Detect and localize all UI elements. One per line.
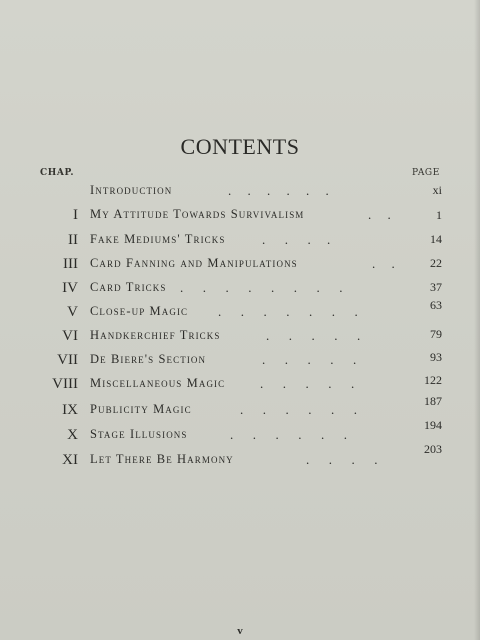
dot-leader: . . . . . . . bbox=[218, 304, 358, 319]
page-number: 194 bbox=[424, 418, 442, 432]
dot-leader: . . . . bbox=[262, 232, 331, 247]
dot-leader: . . . . . . bbox=[240, 402, 357, 417]
page-folio: v bbox=[237, 625, 243, 637]
chapter-column-heading: CHAP. bbox=[40, 168, 75, 178]
chapter-title: Card Fanning and Manipulations bbox=[90, 256, 298, 270]
chapter-number: VI bbox=[62, 328, 78, 344]
contents-entry bbox=[0, 352, 480, 376]
chapter-title: Handkerchief Tricks bbox=[90, 328, 221, 342]
chapter-title: Fake Mediums' Tricks bbox=[90, 232, 226, 246]
chapter-title: Close-up Magic bbox=[90, 304, 189, 318]
chapter-title: Publicity Magic bbox=[90, 402, 192, 416]
contents-entry bbox=[0, 256, 480, 280]
dot-leader: . . bbox=[368, 207, 391, 222]
contents-entry bbox=[0, 298, 480, 328]
chapter-number: VIII bbox=[52, 376, 78, 392]
chapter-title: My Attitude Towards Survivalism bbox=[90, 207, 305, 221]
dot-leader: . . . . . . bbox=[228, 183, 329, 198]
page-number: 63 bbox=[430, 298, 442, 312]
dot-leader: . . . . . . . . bbox=[180, 280, 343, 295]
contents-entry bbox=[0, 280, 480, 304]
chapter-number: I bbox=[73, 207, 78, 223]
chapter-number: II bbox=[68, 232, 78, 248]
chapter-number: III bbox=[63, 256, 78, 272]
page-column-heading: PAGE bbox=[412, 168, 440, 178]
chapter-number: XI bbox=[62, 452, 78, 468]
page-number: 93 bbox=[430, 350, 442, 364]
dot-leader: . . . . . bbox=[266, 328, 361, 343]
chapter-title: Let There Be Harmony bbox=[90, 452, 234, 466]
chapter-number: V bbox=[67, 304, 78, 320]
chapter-number: VII bbox=[57, 352, 78, 368]
page-number: xi bbox=[432, 183, 442, 197]
chapter-title: De Biere's Section bbox=[90, 352, 207, 366]
chapter-title: Card Tricks bbox=[90, 280, 167, 294]
contents-entry bbox=[0, 328, 480, 352]
contents-entry bbox=[0, 373, 480, 400]
chapter-number: IV bbox=[62, 280, 78, 296]
dot-leader: . . . . . bbox=[260, 376, 355, 391]
page-number: 1 bbox=[436, 208, 442, 222]
page-title: CONTENTS bbox=[180, 134, 300, 159]
contents-entry bbox=[0, 394, 480, 426]
contents-entry bbox=[0, 418, 480, 451]
page-number: 37 bbox=[430, 280, 442, 294]
page-number: 203 bbox=[424, 442, 442, 456]
dot-leader: . . . . bbox=[306, 452, 378, 467]
contents-entry bbox=[0, 207, 480, 231]
chapter-title: Miscellaneous Magic bbox=[90, 376, 226, 390]
page-number: 187 bbox=[424, 394, 442, 408]
chapter-title: Stage Illusions bbox=[90, 427, 188, 441]
dot-leader: . . . . . bbox=[262, 352, 357, 367]
page-number: 22 bbox=[430, 256, 442, 270]
page-number: 122 bbox=[424, 373, 442, 387]
page-number: 14 bbox=[430, 232, 442, 246]
contents-entry bbox=[0, 183, 480, 207]
contents-entry bbox=[0, 232, 480, 256]
dot-leader: . . bbox=[372, 256, 395, 271]
dot-leader: . . . . . . bbox=[230, 427, 347, 442]
page-number: 79 bbox=[430, 327, 442, 341]
chapter-number: IX bbox=[62, 402, 78, 418]
chapter-title: Introduction bbox=[90, 183, 173, 197]
contents-entry bbox=[0, 442, 480, 476]
chapter-number: X bbox=[67, 427, 78, 443]
